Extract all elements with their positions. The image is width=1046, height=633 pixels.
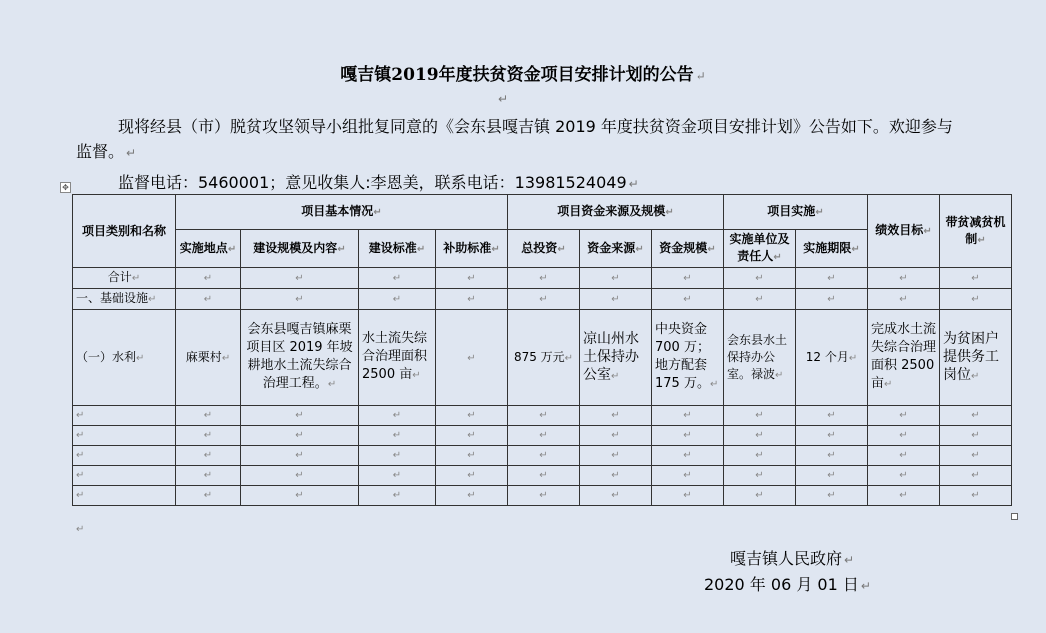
- header-unit: 实施单位及责任人↵: [724, 230, 796, 268]
- empty-cell: ↵: [436, 446, 508, 466]
- paragraph-mark-icon: ↵: [126, 146, 137, 160]
- empty-cell: ↵: [940, 446, 1012, 466]
- empty-cell: ↵: [796, 426, 868, 446]
- table-row: [73, 310, 1012, 406]
- paragraph-mark-icon: ↵: [76, 524, 85, 535]
- empty-cell: ↵: [652, 466, 724, 486]
- empty-cell: ↵: [724, 446, 796, 466]
- empty-cell: ↵: [176, 446, 241, 466]
- empty-cell: ↵: [940, 466, 1012, 486]
- table-move-handle-icon[interactable]: ✥: [60, 182, 71, 193]
- empty-cell: ↵: [868, 486, 940, 506]
- header-subsidy: 补助标准↵: [436, 230, 508, 268]
- row-period: 12 个月↵: [796, 310, 868, 406]
- project-table: [72, 194, 1012, 506]
- paragraph-mark-icon: ↵: [844, 553, 855, 567]
- empty-cell: ↵: [580, 426, 652, 446]
- row-subsidy: ↵: [436, 310, 508, 406]
- empty-cell: ↵: [436, 406, 508, 426]
- header-location: 实施地点↵: [176, 230, 241, 268]
- paragraph-mark-icon: ↵: [498, 92, 509, 106]
- empty-cell: ↵: [73, 466, 176, 486]
- empty-cell: ↵: [940, 406, 1012, 426]
- empty-cell: ↵: [652, 446, 724, 466]
- empty-cell: ↵: [73, 406, 176, 426]
- header-mechanism: 带贫减贫机制↵: [940, 195, 1012, 268]
- empty-cell: ↵: [796, 486, 868, 506]
- row-unit: 会东县水土保持办公室。禄波↵: [724, 310, 796, 406]
- empty-cell: ↵: [73, 426, 176, 446]
- empty-cell: ↵: [580, 486, 652, 506]
- empty-cell: ↵: [359, 426, 436, 446]
- empty-cell: ↵: [241, 466, 359, 486]
- empty-cell: ↵: [508, 466, 580, 486]
- total-label: 合计↵: [73, 268, 176, 289]
- infra-label: 一、基础设施↵: [73, 289, 176, 310]
- empty-cell: ↵: [241, 486, 359, 506]
- header-basic: 项目基本情况↵: [176, 195, 508, 230]
- row-scale: 会东县嘎吉镇麻栗项目区 2019 年坡耕地水土流失综合治理工程。↵: [241, 310, 359, 406]
- empty-cell: ↵: [580, 466, 652, 486]
- header-category: 项目类别和名称: [73, 195, 176, 268]
- empty-cell: ↵: [241, 406, 359, 426]
- table-resize-handle-icon[interactable]: [1011, 513, 1018, 520]
- empty-cell: ↵: [436, 426, 508, 446]
- row-location: 麻栗村↵: [176, 310, 241, 406]
- empty-cell: ↵: [241, 426, 359, 446]
- empty-cell: ↵: [176, 486, 241, 506]
- empty-cell: ↵: [724, 406, 796, 426]
- empty-cell: ↵: [176, 466, 241, 486]
- row-amount: 中央资金 700 万；地方配套 175 万。↵: [652, 310, 724, 406]
- empty-cell: ↵: [508, 406, 580, 426]
- empty-cell: ↵: [436, 486, 508, 506]
- header-funding: 项目资金来源及规模↵: [508, 195, 724, 230]
- empty-cell: ↵: [359, 446, 436, 466]
- document-title: 嘎吉镇2019年度扶贫资金项目安排计划的公告 ↵: [340, 65, 706, 85]
- empty-cell: ↵: [580, 446, 652, 466]
- header-period: 实施期限↵: [796, 230, 868, 268]
- header-goal: 绩效目标↵: [868, 195, 940, 268]
- empty-cell: ↵: [241, 446, 359, 466]
- empty-cell: ↵: [652, 426, 724, 446]
- intro-paragraph: 现将经县（市）脱贫攻坚领导小组批复同意的《会东县嘎吉镇 2019 年度扶贫资金项目安排计划》公告如下。欢迎参与监督。 ↵: [76, 117, 953, 161]
- paragraph-mark-icon: ↵: [628, 177, 639, 191]
- row-standard: 水土流失综合治理面积 2500 亩↵: [359, 310, 436, 406]
- header-total: 总投资↵: [508, 230, 580, 268]
- empty-cell: ↵: [724, 466, 796, 486]
- header-implement: 项目实施↵: [724, 195, 868, 230]
- empty-cell: ↵: [73, 446, 176, 466]
- empty-cell: ↵: [359, 486, 436, 506]
- empty-cell: ↵: [436, 466, 508, 486]
- empty-cell: ↵: [508, 446, 580, 466]
- empty-cell: ↵: [796, 446, 868, 466]
- row-category: （一）水利↵: [73, 310, 176, 406]
- date: 2020 年 06 月 01 日 ↵: [704, 575, 871, 594]
- paragraph-mark-icon: ↵: [695, 69, 706, 83]
- empty-cell: ↵: [359, 406, 436, 426]
- empty-table-row: [73, 466, 1012, 486]
- row-source: 凉山州水土保持办公室↵: [580, 310, 652, 406]
- empty-cell: ↵: [868, 406, 940, 426]
- empty-cell: ↵: [508, 486, 580, 506]
- empty-table-row: [73, 446, 1012, 466]
- empty-cell: ↵: [724, 486, 796, 506]
- empty-cell: ↵: [796, 406, 868, 426]
- header-amount: 资金规模↵: [652, 230, 724, 268]
- empty-cell: ↵: [176, 406, 241, 426]
- empty-cell: ↵: [868, 446, 940, 466]
- empty-cell: ↵: [359, 466, 436, 486]
- total-row: 合计↵ ↵ ↵ ↵ ↵ ↵ ↵ ↵ ↵ ↵ ↵ ↵: [73, 268, 1012, 289]
- empty-cell: ↵: [652, 486, 724, 506]
- empty-cell: ↵: [176, 426, 241, 446]
- header-standard: 建设标准↵: [359, 230, 436, 268]
- empty-cell: ↵: [796, 466, 868, 486]
- empty-cell: ↵: [940, 426, 1012, 446]
- header-source: 资金来源↵: [580, 230, 652, 268]
- header-scale: 建设规模及内容↵: [241, 230, 359, 268]
- signature: 嘎吉镇人民政府 ↵: [730, 549, 855, 568]
- empty-cell: ↵: [868, 426, 940, 446]
- empty-cell: ↵: [868, 466, 940, 486]
- row-goal: 完成水土流失综合治理面积 2500 亩↵: [868, 310, 940, 406]
- empty-cell: ↵: [940, 486, 1012, 506]
- row-mechanism: 为贫困户提供务工岗位↵: [940, 310, 1012, 406]
- empty-cell: ↵: [652, 406, 724, 426]
- empty-table-row: [73, 406, 1012, 426]
- empty-cell: ↵: [508, 426, 580, 446]
- infra-row: 一、基础设施↵ ↵ ↵ ↵ ↵ ↵ ↵ ↵ ↵ ↵ ↵ ↵: [73, 289, 1012, 310]
- empty-cell: ↵: [73, 486, 176, 506]
- empty-table-row: [73, 486, 1012, 506]
- supervision-line: 监督电话：5460001；意见收集人:李恩美，联系电话：13981524049 ↵: [118, 173, 639, 192]
- empty-cell: ↵: [724, 426, 796, 446]
- empty-cell: ↵: [580, 406, 652, 426]
- empty-table-row: [73, 426, 1012, 446]
- paragraph-mark-icon: ↵: [860, 579, 871, 593]
- row-total: 875 万元↵: [508, 310, 580, 406]
